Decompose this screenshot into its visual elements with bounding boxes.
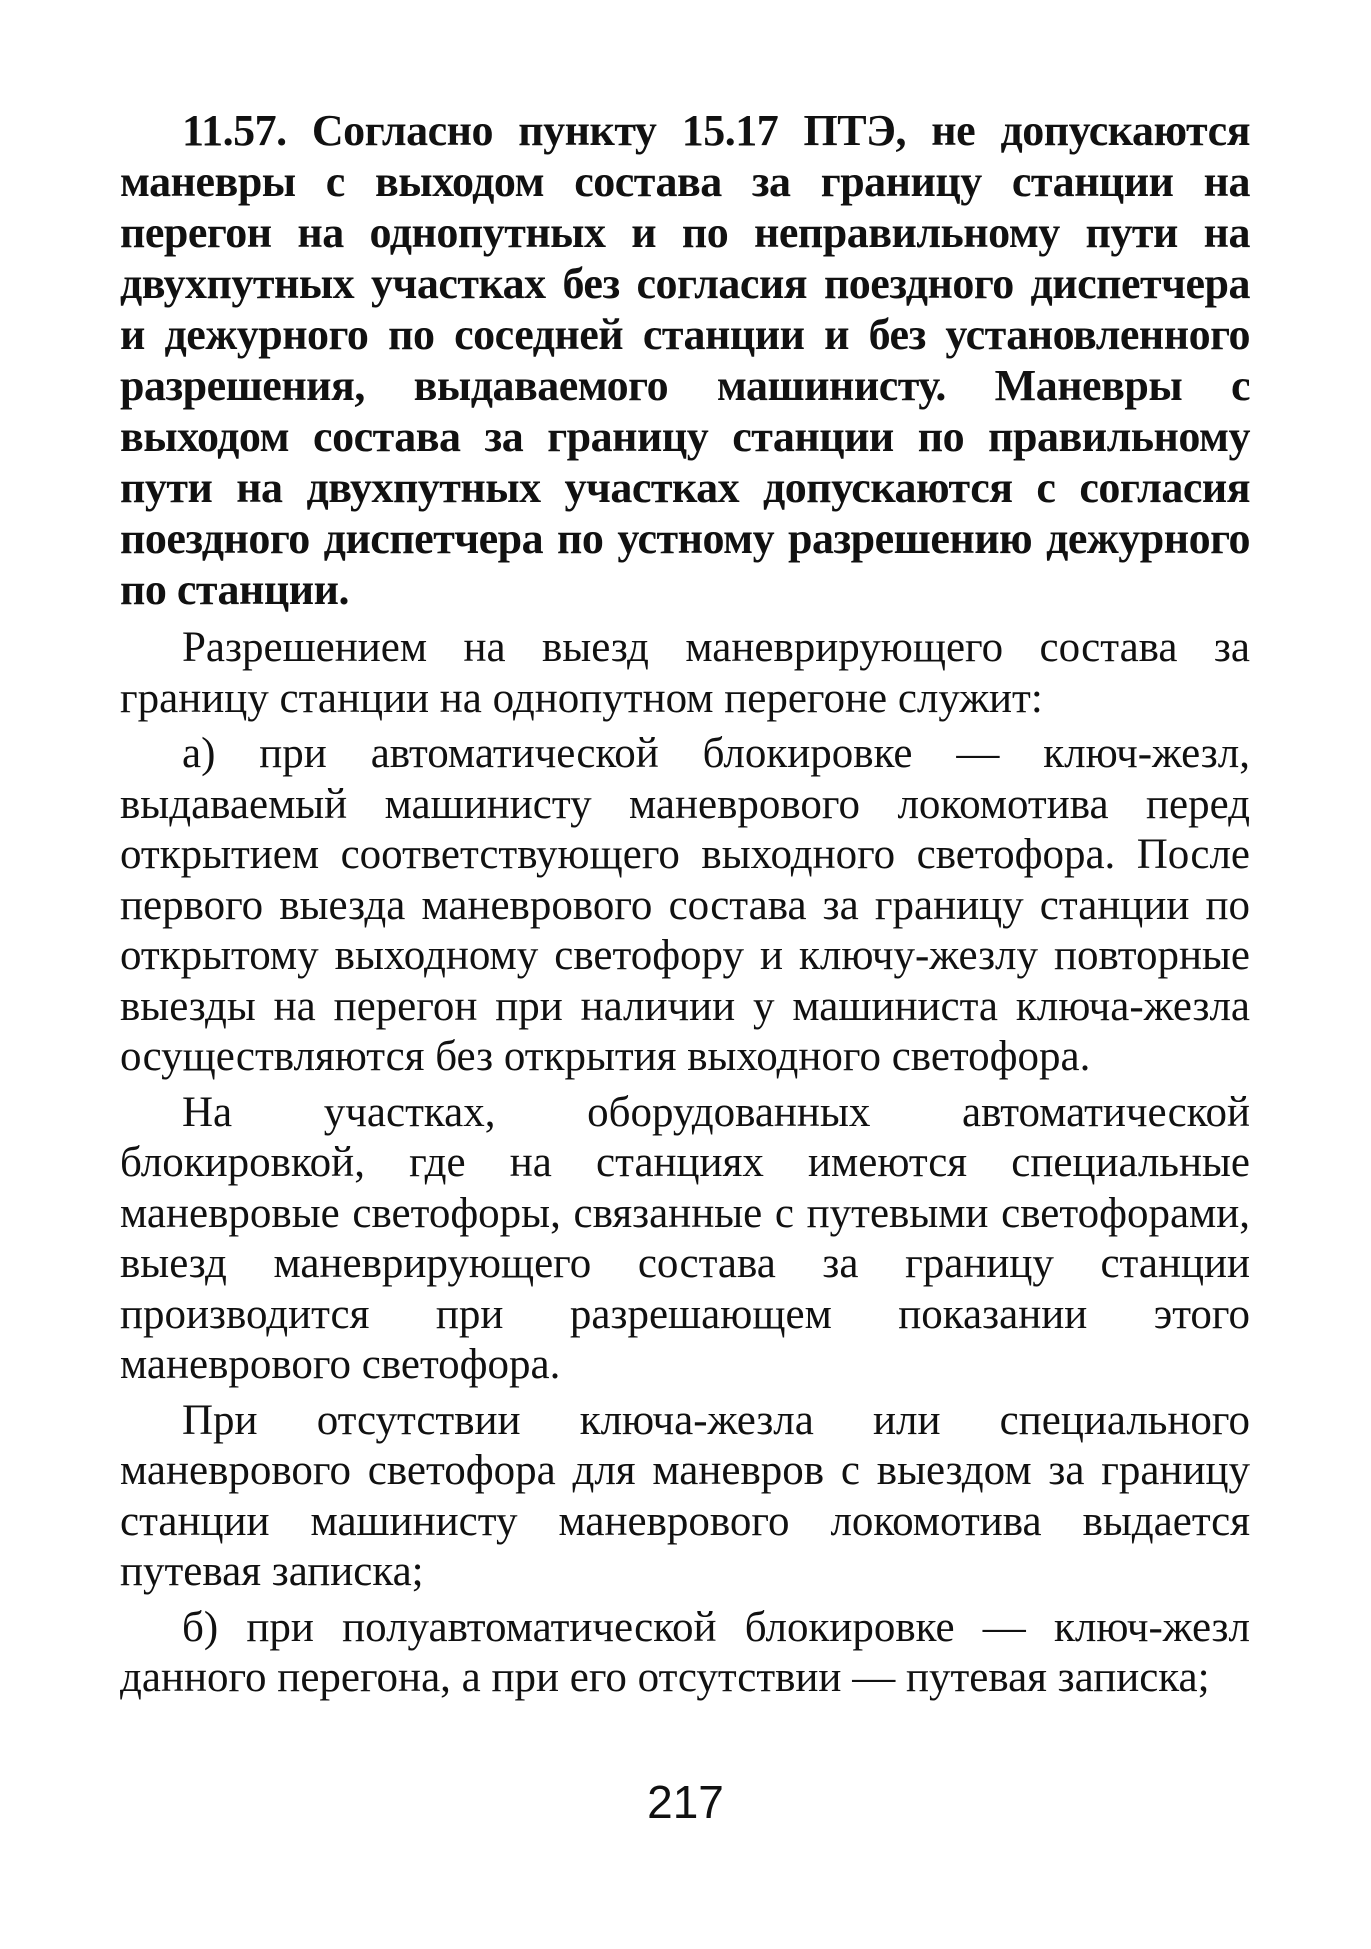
paragraph-item-a: а) при автоматической блокировке — ключ-жезл, выдаваемый машинисту маневрового локомотива перед открытием соответствующего выходного светофора. После первого выезда маневрового состава за границу станции по открытому выходному светофору и ключу-жезлу повторные выезды на перегон при наличии у машиниста ключа-жезла осуществляются без открытия выходного светофора.: [120, 730, 1250, 1080]
paragraph-shunting-signals: На участках, оборудованных автоматической блокировкой, где на станциях имеются специальные маневровые светофоры, связанные с путевыми светофорами, выезд маневрирующего состава за границу станции производится при разрешающем показании этого маневрового светофора.: [120, 1088, 1250, 1388]
paragraph-item-b: б) при полуавтоматической блокировке — ключ-жезл данного перегона, а при его отсутствии — путевая записка;: [120, 1603, 1250, 1701]
paragraph-no-key-staff: При отсутствии ключа-жезла или специального маневрового светофора для маневров с выездом за границу станции машинисту маневрового локомотива выдается путевая записка;: [120, 1396, 1250, 1595]
rule-heading-paragraph: 11.57. Согласно пункту 15.17 ПТЭ, не допускаются маневры с выходом состава за границу станции на перегон на однопутных и по неправильному пути на двухпутных участках без согласия поездного диспетчера и дежурного по соседней станции и без установленного разрешения, выдаваемого машинисту. Маневры с выходом состава за границу станции по правильному пути на двухпутных участках допускаются с согласия поездного диспетчера по устному разрешению дежурного по станции.: [120, 106, 1250, 614]
page-number: 217: [647, 1776, 724, 1828]
paragraph-permission: Разрешением на выезд маневрирующего состава за границу станции на однопутном перегоне служит:: [120, 624, 1250, 722]
document-page: [120, 105, 1250, 1709]
